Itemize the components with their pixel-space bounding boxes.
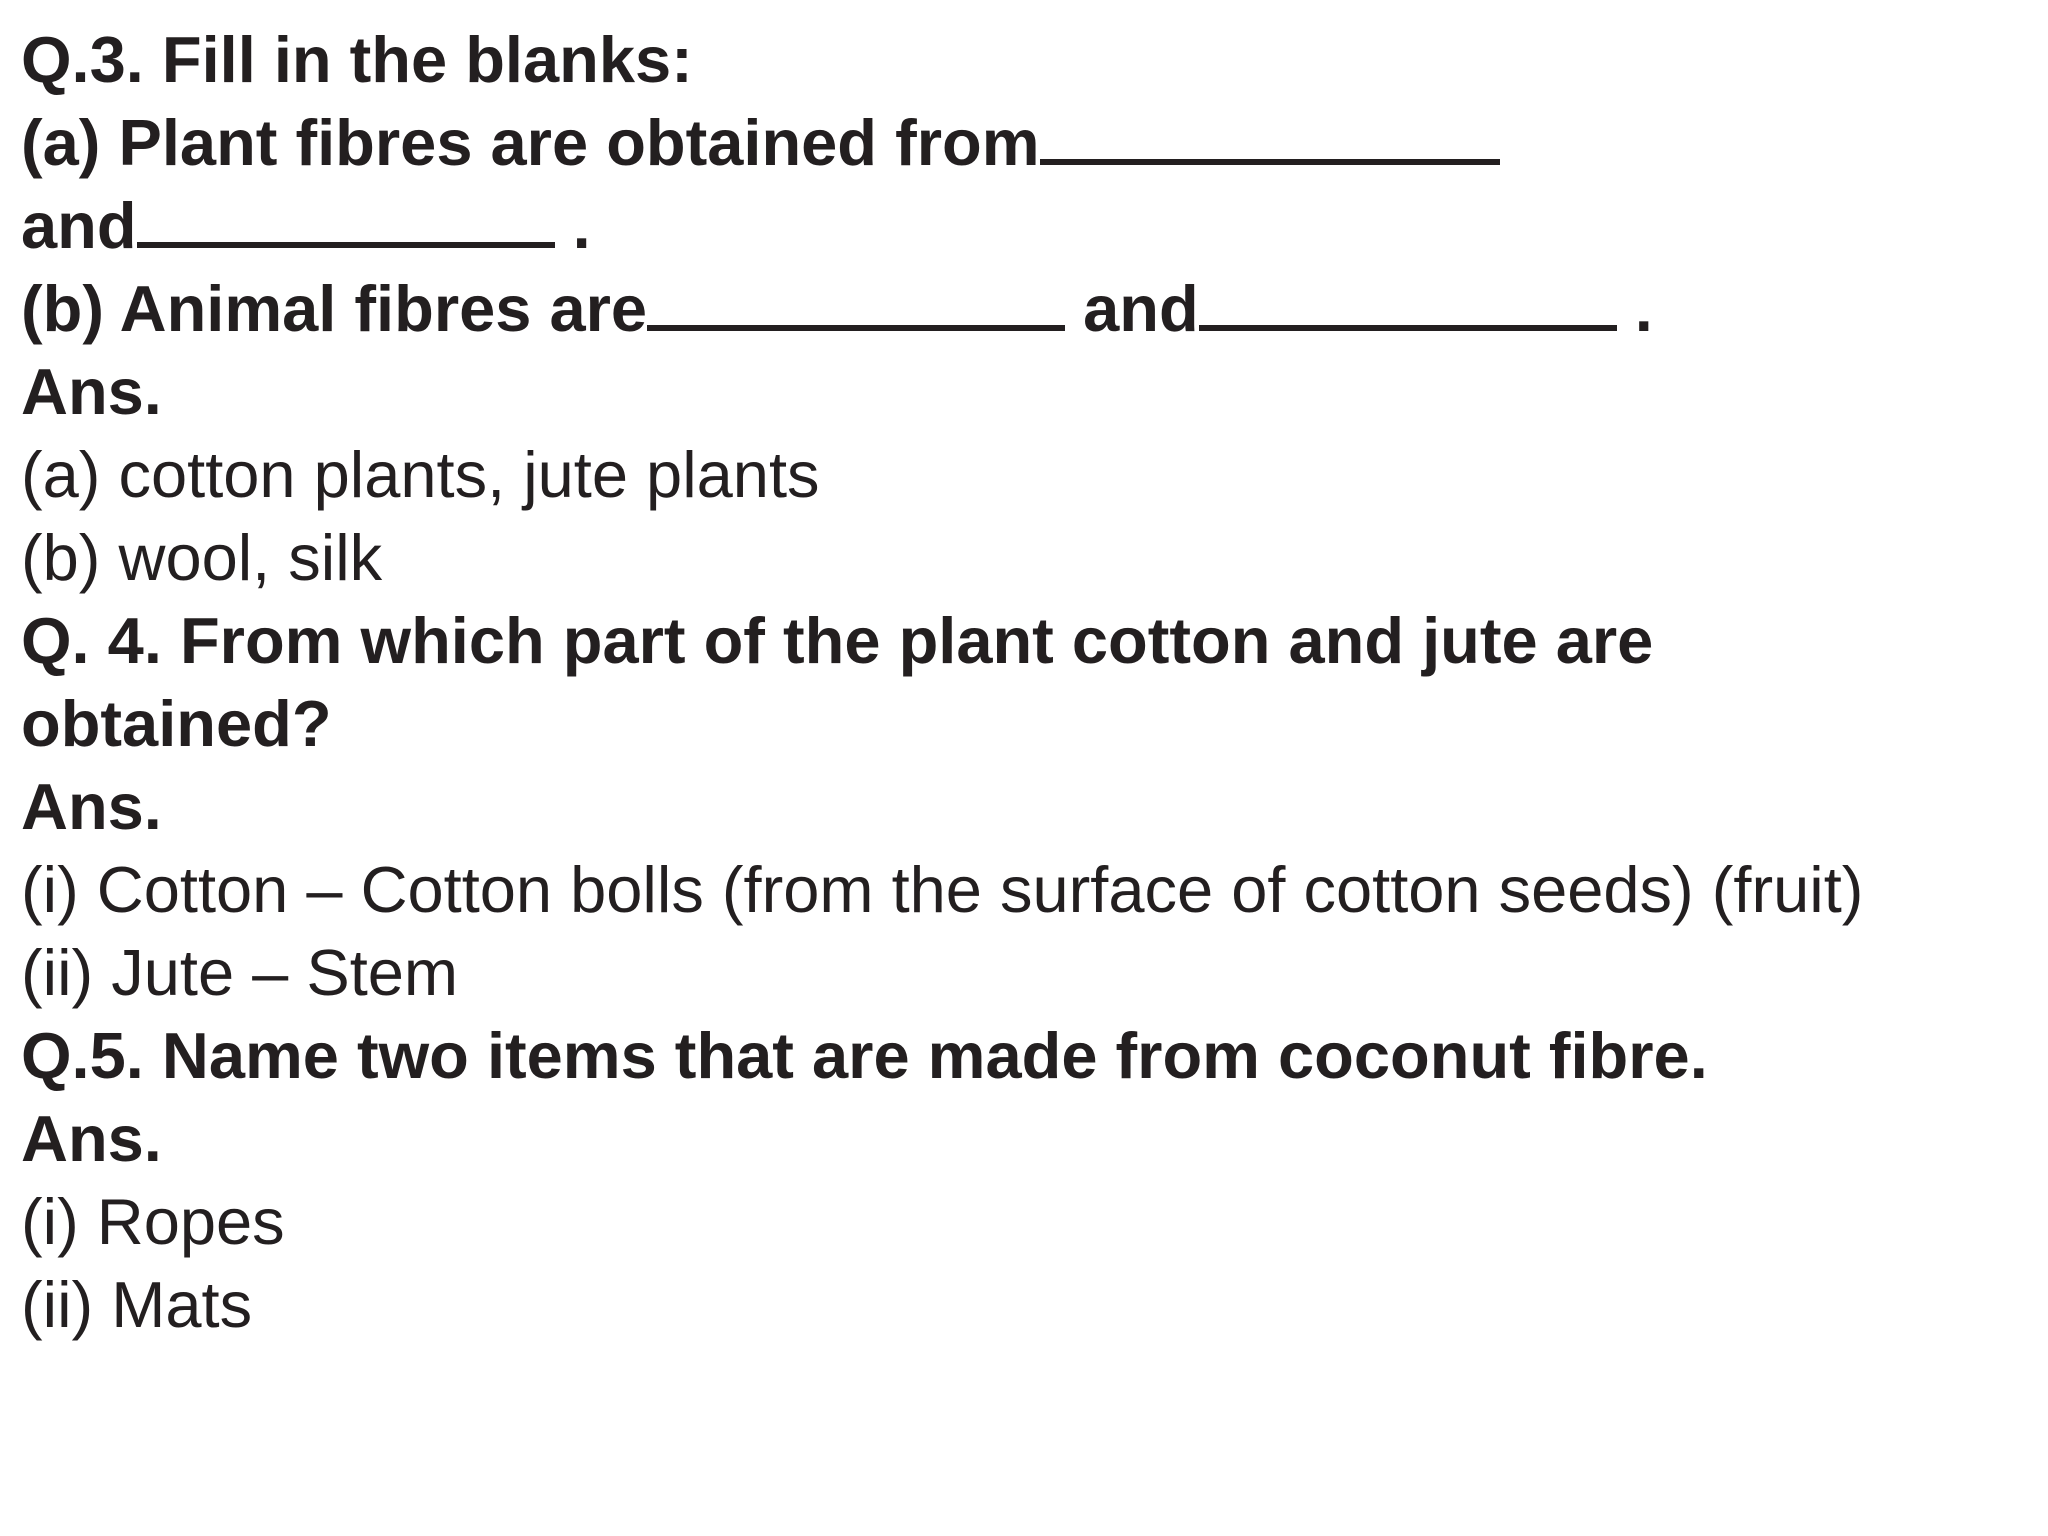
question-4-title-continued [21, 682, 2031, 765]
question-3b-and: and [1065, 272, 1199, 345]
answer-4-i [21, 848, 2031, 931]
question-3a [21, 101, 2031, 184]
answer-5-label-text: Ans. [21, 1102, 162, 1175]
answer-4-label [21, 765, 2031, 848]
blank-3a-2 [137, 195, 555, 248]
blank-3b-1 [647, 278, 1065, 331]
blank-3b-2 [1199, 278, 1617, 331]
question-3b [21, 267, 2031, 350]
question-3-title-text: Q.3. Fill in the blanks: [21, 23, 693, 96]
question-5-title-text: Q.5. Name two items that are made from coconut fibre. [21, 1019, 1708, 1092]
answer-4-ii-text: (ii) Jute – Stem [21, 936, 459, 1009]
answer-3a-text: (a) cotton plants, jute plants [21, 438, 820, 511]
question-5-title [21, 1014, 2031, 1097]
answer-4-ii [21, 931, 2031, 1014]
answer-4-label-text: Ans. [21, 770, 162, 843]
worksheet-page [21, 18, 2031, 1346]
question-4-title-line1: Q. 4. From which part of the plant cotton and jute are [21, 604, 1654, 677]
question-4-title-line2: obtained? [21, 687, 332, 760]
answer-3b-text: (b) wool, silk [21, 521, 383, 594]
answer-4-i-text: (i) Cotton – Cotton bolls (from the surface of cotton seeds) (fruit) [21, 853, 1864, 926]
question-3a-and: and [21, 189, 137, 262]
blank-3a-1 [1040, 112, 1500, 165]
answer-3b [21, 516, 2031, 599]
answer-5-ii-text: (ii) Mats [21, 1268, 253, 1341]
question-3a-end: . [554, 189, 591, 262]
answer-5-label [21, 1097, 2031, 1180]
answer-3-label [21, 350, 2031, 433]
question-4-title [21, 599, 2031, 682]
answer-3-label-text: Ans. [21, 355, 162, 428]
answer-5-i-text: (i) Ropes [21, 1185, 285, 1258]
question-3-title [21, 18, 2031, 101]
answer-5-i [21, 1180, 2031, 1263]
question-3b-text: (b) Animal fibres are [21, 272, 648, 345]
question-3a-continued [21, 184, 2031, 267]
answer-3a [21, 433, 2031, 516]
question-3b-end: . [1616, 272, 1653, 345]
answer-5-ii [21, 1263, 2031, 1346]
question-3a-text: (a) Plant fibres are obtained from [21, 106, 1040, 179]
